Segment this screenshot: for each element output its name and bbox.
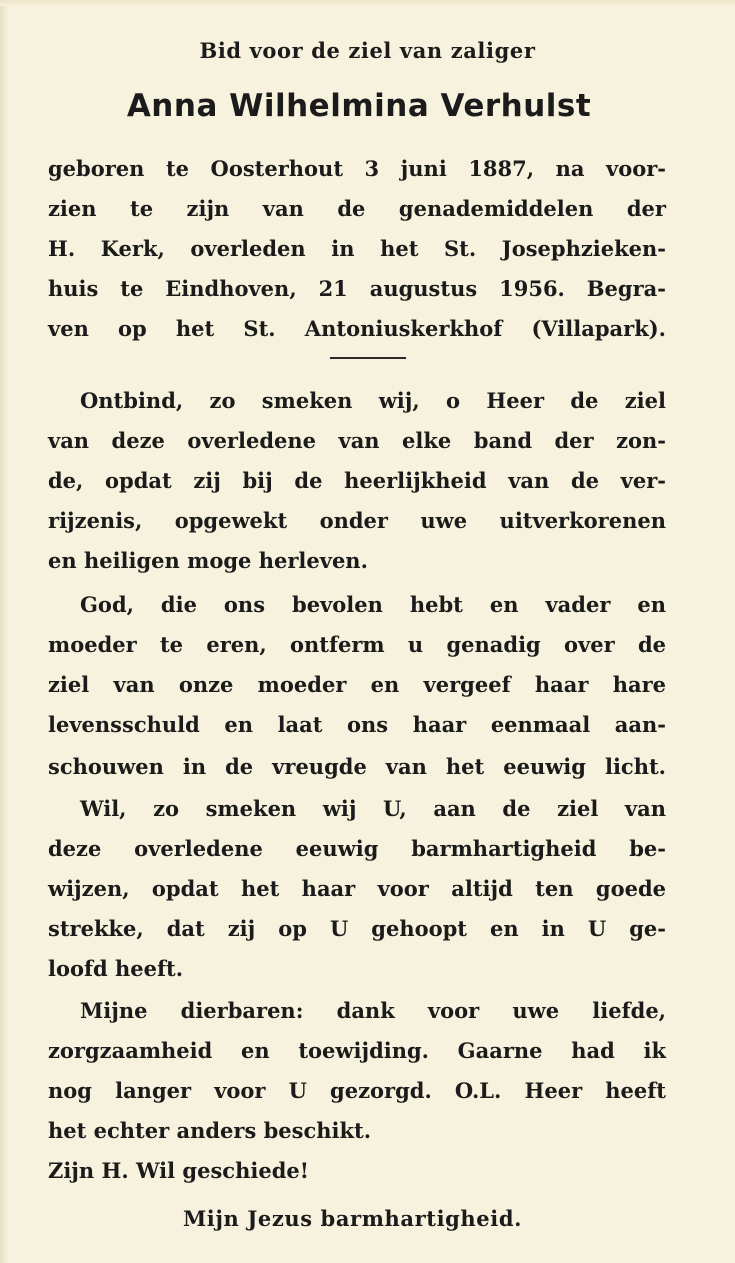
prayer-line: strekke, dat zij op U gehoopt en in U ge- — [48, 916, 666, 941]
farewell-line: Mijne dierbaren: dank voor uwe liefde, — [80, 998, 666, 1023]
prayer-line: Ontbind, zo smeken wij, o Heer de ziel — [80, 388, 666, 413]
prayer-line: schouwen in de vreugde van het eeuwig licht. — [48, 754, 666, 779]
prayer-line: ziel van onze moeder en vergeef haar hare — [48, 672, 666, 697]
bio-line: H. Kerk, overleden in het St. Josephzieken- — [48, 236, 666, 261]
bio-line: huis te Eindhoven, 21 augustus 1956. Begra- — [48, 276, 666, 301]
card-header: Bid voor de ziel van zaliger — [199, 38, 536, 63]
prayer-line: van deze overledene van elke band der zon- — [48, 428, 666, 453]
card-edge-left — [0, 0, 8, 1263]
farewell-line: het echter anders beschikt. — [48, 1118, 372, 1143]
prayer-line: moeder te eren, ontferm u genadig over de — [48, 632, 666, 657]
bio-line: ven op het St. Antoniuskerkhof (Villapark). — [48, 316, 666, 341]
prayer-line: en heiligen moge herleven. — [48, 548, 368, 573]
bio-line: zien te zijn van de genademiddelen der — [48, 196, 666, 221]
prayer-line: Wil, zo smeken wij U, aan de ziel van — [80, 796, 666, 821]
bio-line: geboren te Oosterhout 3 juni 1887, na voor- — [48, 156, 666, 181]
prayer-line: deze overledene eeuwig barmhartigheid be- — [48, 836, 666, 861]
deceased-name: Anna Wilhelmina Verhulst — [126, 88, 592, 124]
card-edge-top — [0, 0, 735, 6]
divider-rule — [330, 357, 406, 359]
farewell-line: zorgzaamheid en toewijding. Gaarne had ik — [48, 1038, 666, 1063]
prayer-line: God, die ons bevolen hebt en vader en — [80, 592, 666, 617]
prayer-line: levensschuld en laat ons haar eenmaal aan- — [48, 712, 666, 737]
farewell-line: Zijn H. Wil geschiede! — [48, 1158, 309, 1183]
prayer-line: rijzenis, opgewekt onder uwe uitverkorenen — [48, 508, 666, 533]
prayer-line: loofd heeft. — [48, 956, 184, 981]
prayer-line: wijzen, opdat het haar voor altijd ten goede — [48, 876, 666, 901]
farewell-line: nog langer voor U gezorgd. O.L. Heer heeft — [48, 1078, 666, 1103]
prayer-line: de, opdat zij bij de heerlijkheid van de ver- — [48, 468, 666, 493]
closing-invocation: Mijn Jezus barmhartigheid. — [182, 1206, 523, 1231]
